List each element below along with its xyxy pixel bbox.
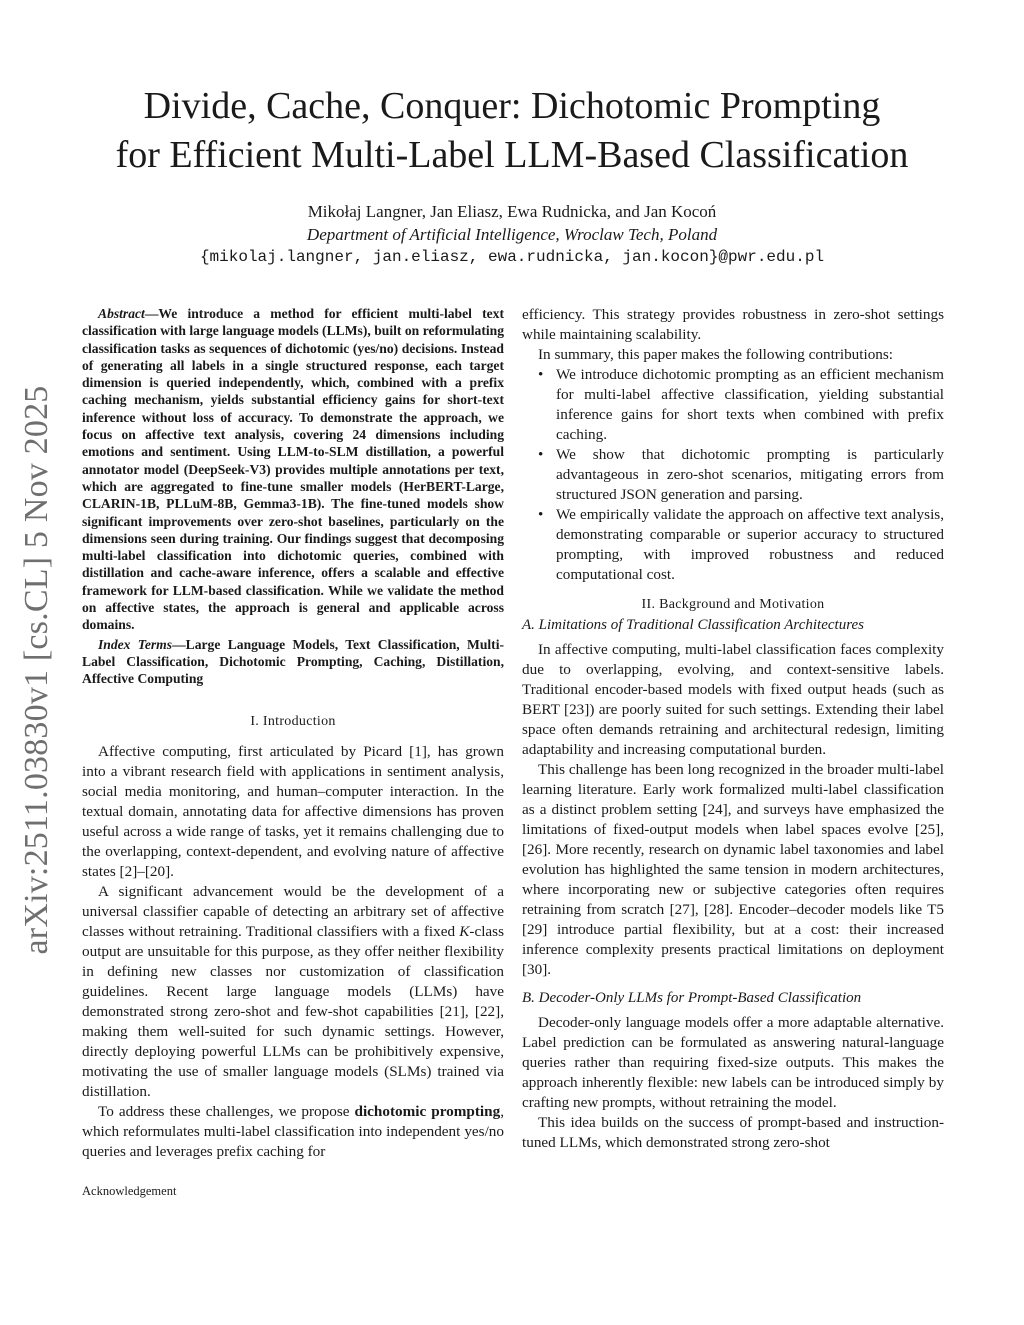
- contribution-item: • We show that dichotomic prompting is particularly advantageous in zero-shot scenarios, mitigating errors from structured JSON generation and parsing.: [522, 445, 944, 505]
- index-terms-text: —Large Language Models, Text Classification, Multi-Label Classification, Dichotomic Prompting, Caching, Distillation, Affective Computing: [82, 636, 505, 687]
- background-paragraph-2: This challenge has been long recognized in the broader multi-label learning literature. Early work formalized multi-label classification as a distinct problem setting [24], and surveys have emphasized the limitations of fixed-output models when label spaces evolve [25], [26]. More recently, research on dynamic label taxonomies and label evolution has highlighted the same tension in modern architectures, where incorporating new or subjective categories often requires retraining from scratch [27], [28]. Encoder–decoder models like T5 [29] introduce partial flexibility, but at a cost: their increased inference complexity presents practical limitations on deployment [30].: [522, 761, 944, 978]
- paper-title-line-1: Divide, Cache, Conquer: Dichotomic Prompting: [143, 85, 881, 127]
- author-list: Mikołaj Langner, Jan Eliasz, Ewa Rudnicka, and Jan Kocoń: [307, 202, 717, 221]
- index-terms: [82, 636, 504, 688]
- abstract-label: Abstract: [98, 306, 145, 321]
- contributions-list: [522, 365, 944, 585]
- intro-paragraph-3-lead: , which reformulates multi-label classification into: [82, 1102, 504, 1140]
- section-heading-introduction: I. Introduction: [250, 713, 336, 729]
- decoder-paragraph-2: This idea builds on the success of prompt-based and instruction-tuned LLMs, which demonstrated strong zero-shot: [522, 1114, 944, 1151]
- section-heading-background: II. Background and Motivation: [641, 597, 825, 612]
- intro-bold-term: dichotomic prompting: [354, 1102, 501, 1120]
- abstract: [82, 305, 504, 634]
- arxiv-identifier: [8, 380, 66, 960]
- right-column: [522, 305, 944, 1153]
- intro-paragraph-3-part-a: To address these challenges, we propose: [98, 1102, 355, 1120]
- paper-title: [60, 82, 964, 180]
- author-emails: {mikolaj.langner, jan.eliasz, ewa.rudnicka, jan.kocon}@pwr.edu.pl: [199, 248, 825, 266]
- intro-paragraph-2-part-b: -class output are unsuitable for this purpose, as they offer neither flexibility in defining new classes nor customization of classification guidelines. Recent large language models (LLMs) have demonstrated strong zero-shot and few-shot capabilities [21], [22], making them well-suited for such dynamic settings. However, directly deploying powerful LLMs can be prohibitively expensive, motivating the use of smaller language models (SLMs) trained via distillation.: [82, 922, 504, 1100]
- contribution-item: • We introduce dichotomic prompting as an efficient mechanism for multi-label affective classification, yielding substantial inference gains for short texts when combined with prefix caching.: [522, 365, 944, 445]
- paper-title-line-2: for Efficient Multi-Label LLM-Based Classification: [115, 134, 909, 176]
- contribution-item: • We empirically validate the approach on affective text analysis, demonstrating comparable or superior accuracy to structured prompting, with improved robustness and reduced computational cost.: [522, 505, 944, 585]
- arxiv-identifier-text: arXiv:2511.03830v1 [cs.CL] 5 Nov 2025: [18, 385, 55, 955]
- left-column: [82, 305, 504, 1199]
- intro-paragraph-3-start: [82, 1102, 504, 1162]
- affiliation: Department of Artificial Intelligence, Wroclaw Tech, Poland: [306, 225, 718, 244]
- abstract-text: —We introduce a method for efficient multi-label text classification with large language models (LLMs), built on reformulating classification tasks as sequences of dichotomic (yes/no) decisions. Instead of generating all labels in a single structured response, each target dimension is queried independently, which, combined with a prefix caching mechanism, yields substantial efficiency gains for short-text inference without loss of accuracy. To demonstrate the approach, we focus on affective text analysis, covering 24 dimensions including emotions and sentiment. Using LLM-to-SLM distillation, a powerful annotator model (DeepSeek-V3) provides multiple annotations per text, which are aggregated to fine-tune smaller models (HerBERT-Large, CLARIN-1B, PLLuM-8B, Gemma3-1B). The fine-tuned models show significant improvements over zero-shot baselines, particularly on the dimensions seen during training. Our findings suggest that decomposing multi-label classification into dichotomic queries, combined with distillation and cache-aware inference, offers a scalable and effective framework for LLM-based classification. While we validate the method on affective states, the approach is general and applicable across domains.: [82, 306, 504, 633]
- subsection-heading-limitations: A. Limitations of Traditional Classification Architectures: [522, 617, 864, 633]
- intro-k-symbol: K: [459, 922, 470, 940]
- intro-paragraph-3-continued: efficiency. This strategy provides robustness in zero-shot settings while maintaining scalability.: [522, 306, 944, 343]
- intro-paragraph-2: [82, 882, 504, 1102]
- intro-paragraph-2-part-a: A significant advancement would be the development of a universal classifier capable of detecting an arbitrary set of affective classes without retraining. Traditional classifiers with a fixed: [82, 882, 504, 940]
- index-terms-label: Index Terms: [98, 636, 173, 652]
- decoder-paragraph-1: Decoder-only language models offer a more adaptable alternative. Label prediction can be formulated as answering natural-language queries rather than requiring fixed-size outputs. This makes the approach inherently flexible: new labels can be introduced simply by crafting new prompts, without retraining the model.: [522, 1014, 944, 1111]
- subsection-heading-decoder-only: B. Decoder-Only LLMs for Prompt-Based Classification: [522, 990, 862, 1006]
- intro-paragraph-3-left-tail: independent yes/no queries and leverages prefix caching for: [82, 1122, 504, 1160]
- intro-paragraph-1: Affective computing, first articulated by Picard [1], has grown into a vibrant research field with applications in sentiment analysis, social media monitoring, and human–computer interaction. In the textual domain, annotating data for affective dimensions has proven useful across a wide range of tasks, yet it remains challenging due to the overlapping, context-dependent, and evolving nature of affective states [2]–[20].: [82, 742, 504, 880]
- footnote-acknowledgement: Acknowledgement: [82, 1183, 177, 1198]
- contributions-summary: In summary, this paper makes the following contributions:: [538, 346, 894, 363]
- background-paragraph-1: In affective computing, multi-label classification faces complexity due to overlapping, evolving, and context-sensitive labels. Traditional encoder-based models with fixed output heads (such as BERT [23]) are poorly suited for such settings. Extending their label space often demands retraining and architectural redesign, limiting adaptability and increasing computational burden.: [522, 641, 944, 758]
